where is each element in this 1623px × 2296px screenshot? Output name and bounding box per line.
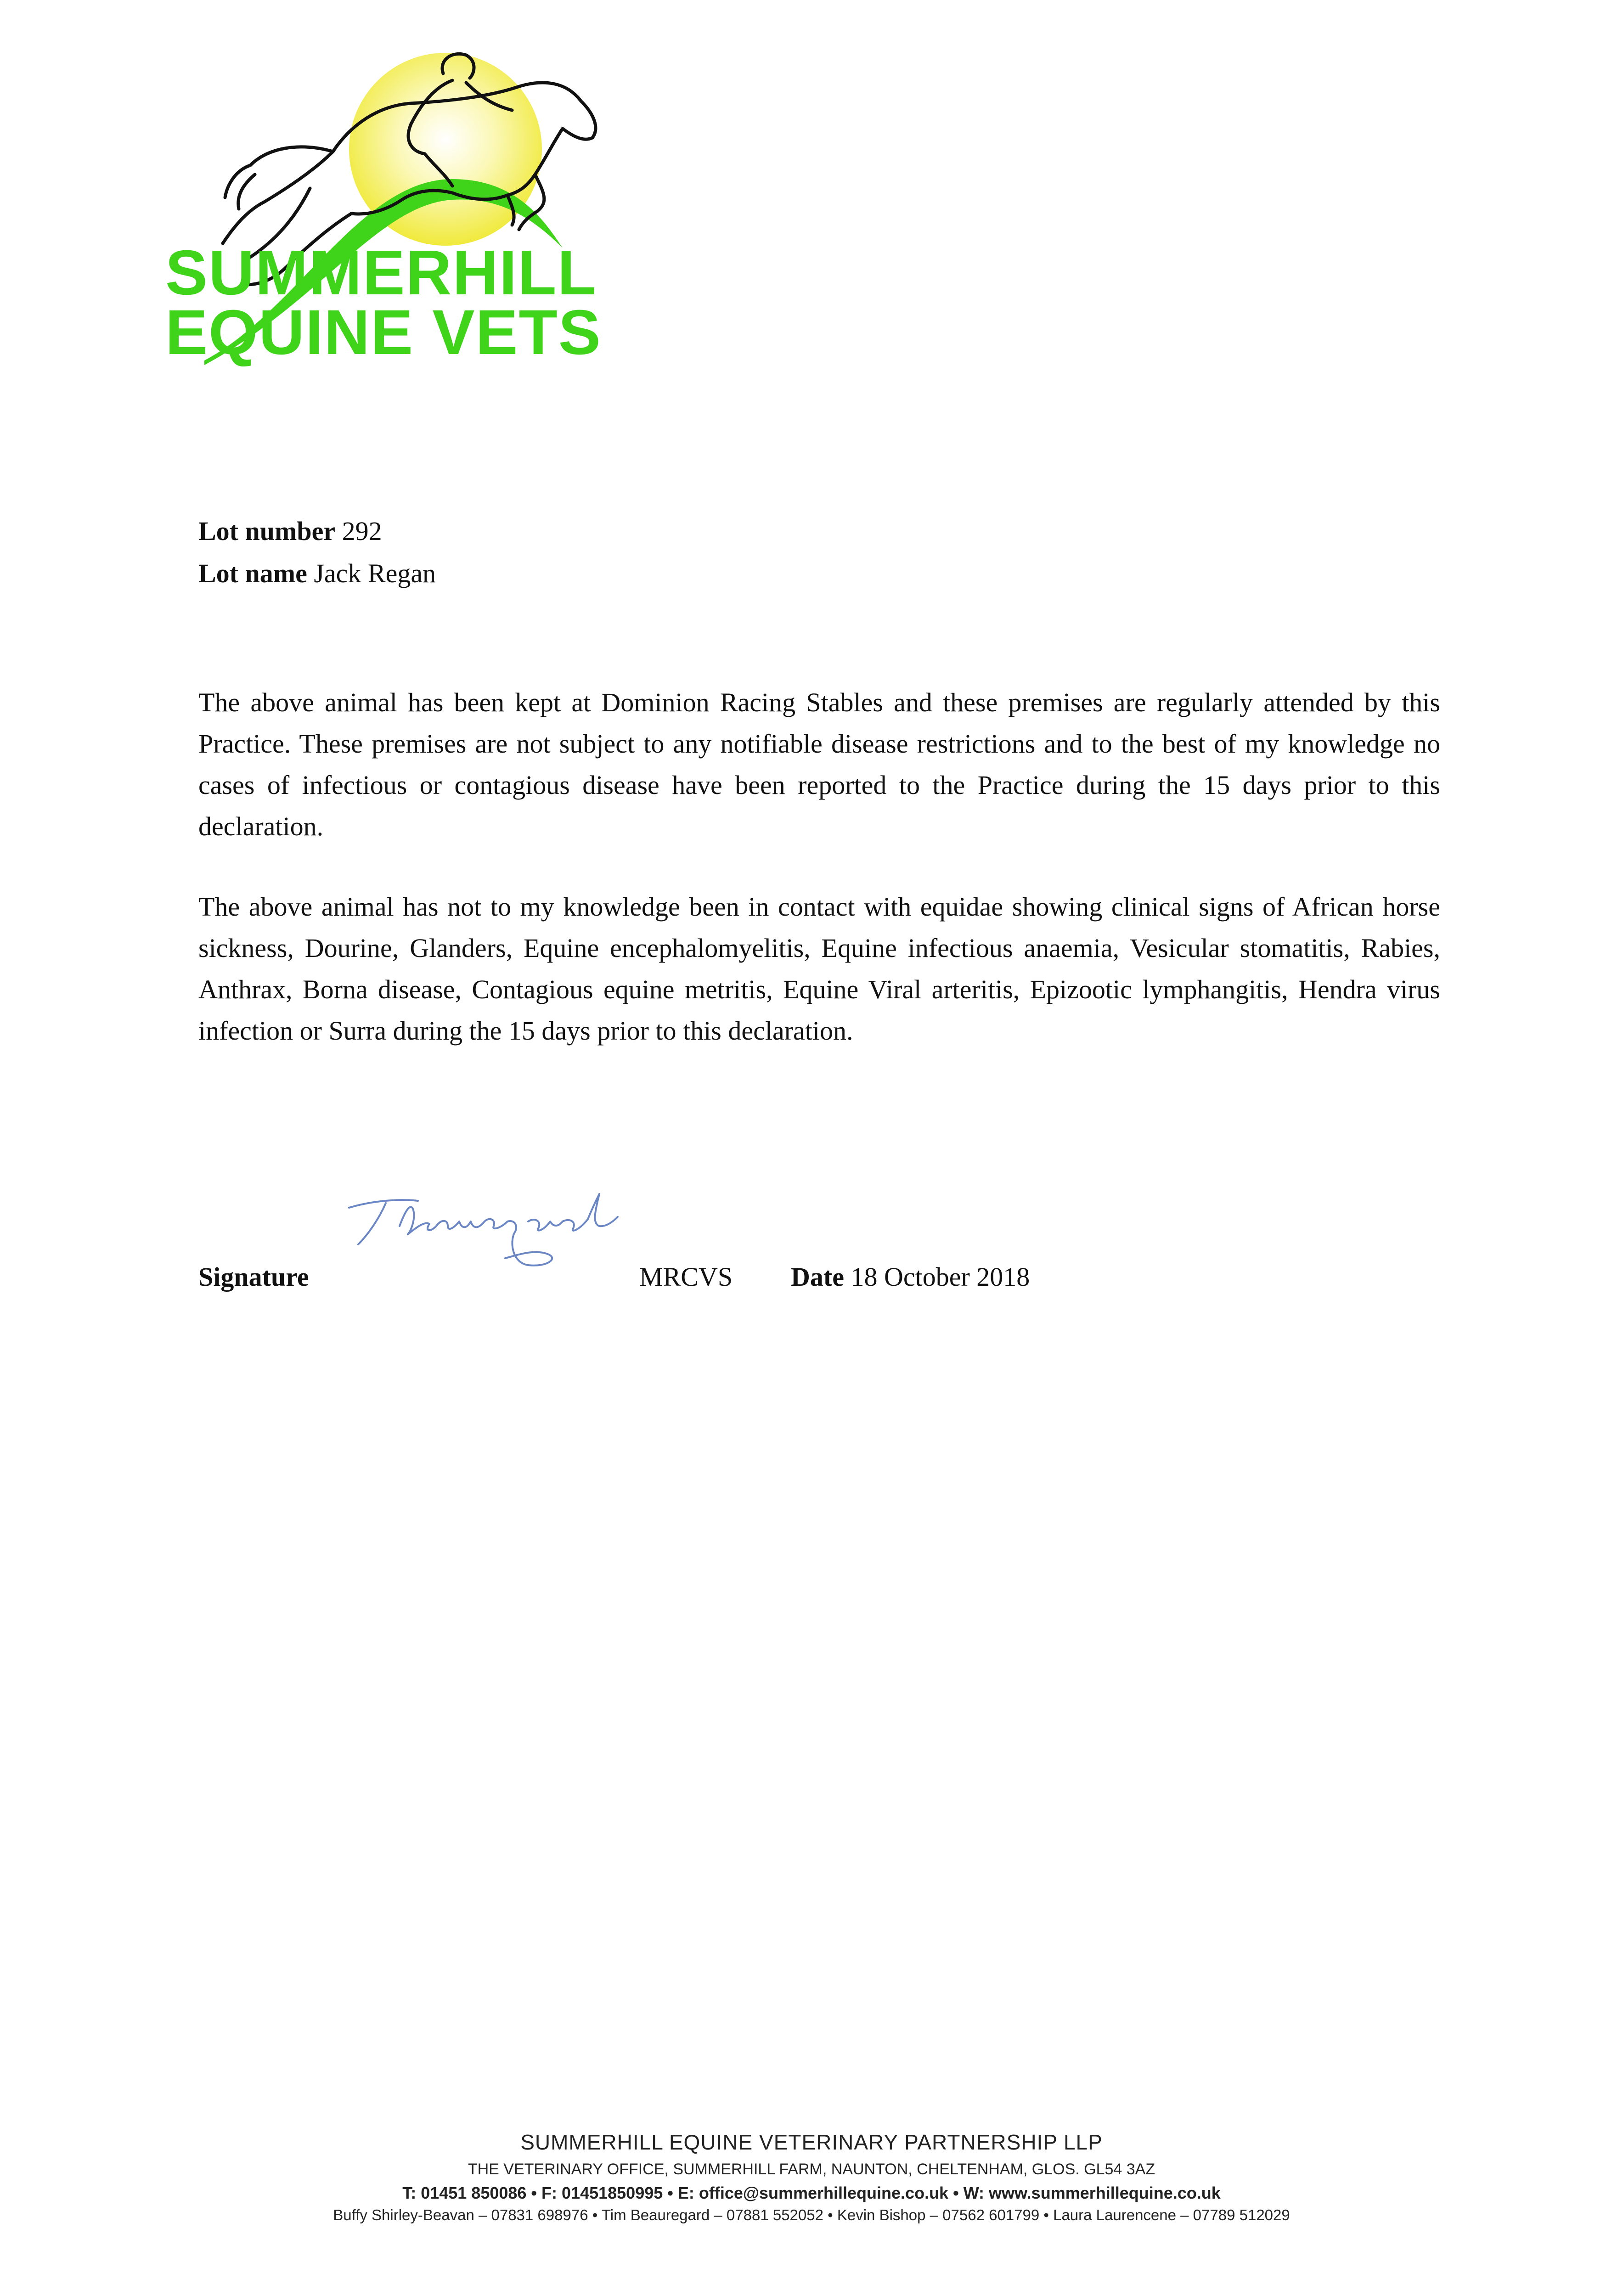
signature-label: Signature (198, 1262, 309, 1292)
handwritten-signature (331, 1176, 652, 1286)
lot-name-value: Jack Regan (314, 558, 436, 588)
date-row (791, 1264, 1030, 1290)
brand-name-line2: EQUINE VETS (165, 297, 602, 368)
lot-number-label: Lot number (198, 516, 336, 546)
date-label: Date (791, 1262, 844, 1292)
date-value: 18 October 2018 (851, 1262, 1030, 1292)
declaration-paragraph-2: The above animal has not to my knowledge been in contact with equidae showing clinical signs of African horse sickness, Dourine, Glanders, Equine encephalomyelitis, Equine infectious anaemia, Vesicular stomatitis, Rabies, Anthrax, Borna disease, Contagious equine metritis, Equine Viral arteritis, Epizootic lymphangitis, Hendra virus infection or Surra during the 15 days prior to this declaration. (198, 892, 1440, 1046)
mrcvs-credential: MRCVS (639, 1262, 733, 1292)
footer-company-name: SUMMERHILL EQUINE VETERINARY PARTNERSHIP LLP (520, 2130, 1103, 2154)
lot-name-row (198, 560, 436, 587)
footer-partners: Buffy Shirley-Beavan – 07831 698976 • Tim Beauregard – 07881 552052 • Kevin Bishop – 07562 601799 • Laura Laurencene – 07789 512029 (333, 2206, 1290, 2223)
lot-number-row (198, 518, 382, 545)
signature-handwriting-text: TBeauregard (331, 1283, 333, 1284)
lot-name-label: Lot name (198, 558, 307, 588)
declaration-paragraph-1: The above animal has been kept at Dominion Racing Stables and these premises are regularly attended by this Practice. These premises are not subject to any notifiable disease restrictions and to the best of my knowledge no cases of infectious or contagious disease have been reported to the Practice during the 15 days prior to this declaration. (198, 687, 1440, 841)
lot-number-value: 292 (342, 516, 382, 546)
footer-contact: T: 01451 850086 • F: 01451850995 • E: office@summerhillequine.co.uk • W: www.summerhillequine.co.uk (402, 2183, 1221, 2202)
brand-name-line1: SUMMERHILL (165, 237, 597, 308)
footer-address: THE VETERINARY OFFICE, SUMMERHILL FARM, NAUNTON, CHELTENHAM, GLOS. GL54 3AZ (468, 2161, 1155, 2178)
